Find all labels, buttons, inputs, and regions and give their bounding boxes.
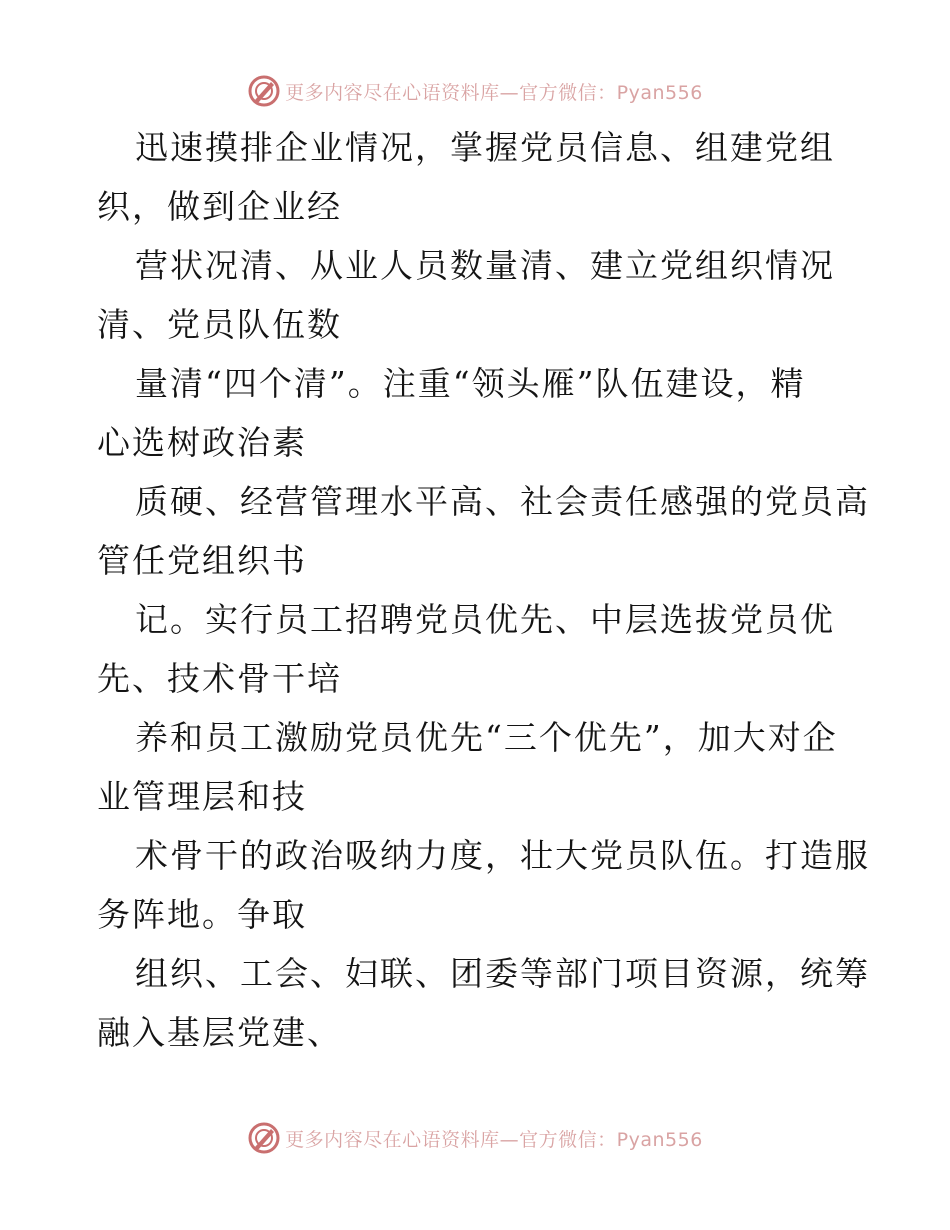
header-watermark bbox=[0, 71, 950, 111]
text-line: 组织、工会、妇联、团委等部门项目资源，统筹 bbox=[135, 954, 870, 993]
text-line: 量清“四个清”。注重“领头雁”队伍建设，精 bbox=[135, 364, 806, 403]
footer-watermark bbox=[0, 1118, 950, 1158]
text-line: 营状况清、从业人员数量清、建立党组织情况 bbox=[135, 246, 835, 285]
document-body bbox=[97, 118, 870, 1062]
text-line: 融入基层党建、 bbox=[97, 1013, 342, 1052]
text-line: 迅速摸排企业情况，掌握党员信息、组建党组 bbox=[135, 128, 835, 167]
text-line: 清、党员队伍数 bbox=[97, 305, 342, 344]
text-line: 养和员工激励党员优先“三个优先”，加大对企 bbox=[135, 718, 838, 757]
quill-logo-icon bbox=[247, 74, 281, 108]
text-line: 记。实行员工招聘党员优先、中层选拔党员优 bbox=[135, 600, 835, 639]
text-line: 心选树政治素 bbox=[97, 423, 307, 462]
text-line: 质硬、经营管理水平高、社会责任感强的党员高 bbox=[135, 482, 870, 521]
quill-logo-icon bbox=[247, 1121, 281, 1155]
text-line: 务阵地。争取 bbox=[97, 895, 307, 934]
text-line: 业管理层和技 bbox=[97, 777, 307, 816]
footer-watermark-text: 更多内容尽在心语资料库—官方微信：Pyan556 bbox=[285, 1128, 703, 1151]
text-line: 管任党组织书 bbox=[97, 541, 307, 580]
text-line: 先、技术骨干培 bbox=[97, 659, 342, 698]
header-watermark-text: 更多内容尽在心语资料库—官方微信：Pyan556 bbox=[285, 81, 703, 104]
text-line: 织，做到企业经 bbox=[97, 187, 342, 226]
text-line: 术骨干的政治吸纳力度，壮大党员队伍。打造服 bbox=[135, 836, 870, 875]
